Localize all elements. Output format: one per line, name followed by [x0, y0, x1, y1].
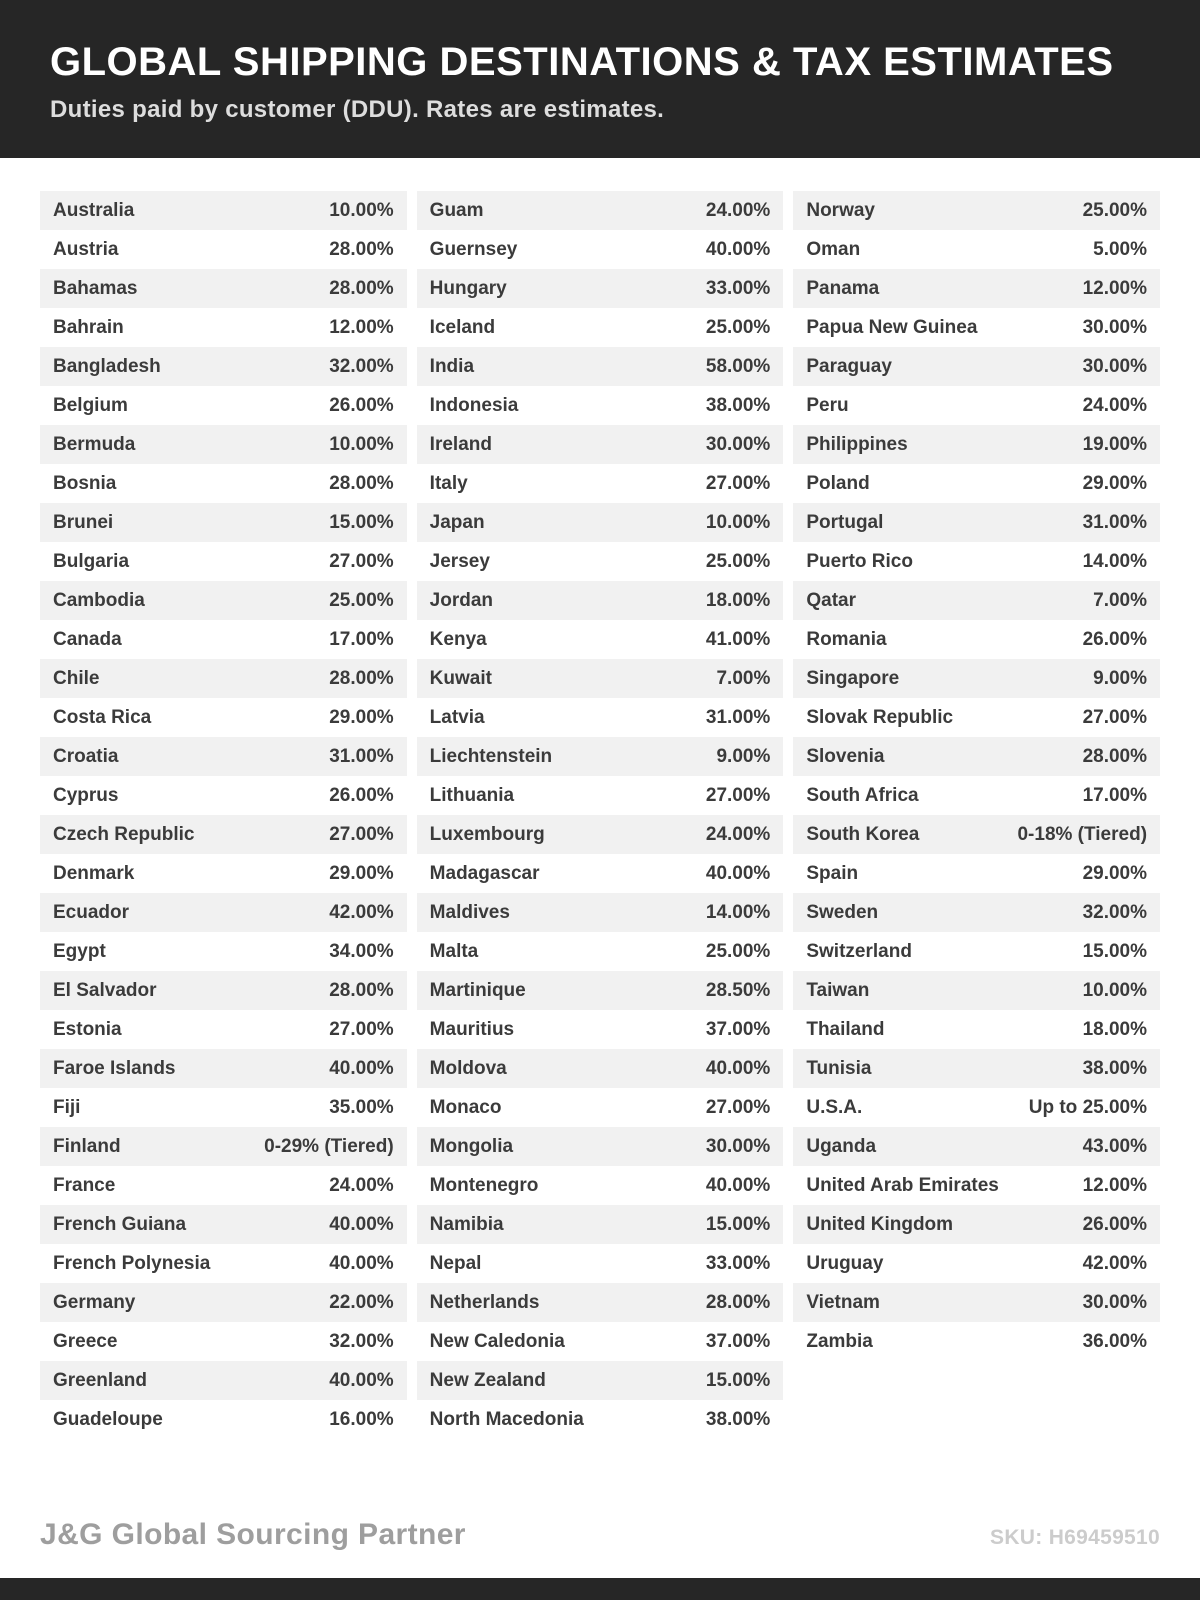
table-row: [417, 308, 784, 347]
tax-rate: 40.00%: [329, 1213, 394, 1235]
tax-rate: 0-18% (Tiered): [1017, 823, 1148, 845]
tax-rate: 38.00%: [705, 1408, 771, 1430]
table-row: [40, 230, 407, 269]
table-row: [793, 1010, 1160, 1049]
country-name: Kenya: [429, 628, 487, 650]
country-name: Namibia: [429, 1213, 504, 1235]
table-row: [417, 230, 784, 269]
tax-rate: 17.00%: [329, 628, 394, 650]
country-name: Austria: [53, 238, 119, 260]
country-name: Nepal: [429, 1252, 482, 1274]
table-row: [40, 191, 407, 230]
country-name: South Africa: [806, 784, 919, 806]
country-name: Canada: [53, 628, 122, 650]
country-name: France: [53, 1174, 116, 1196]
country-name: Japan: [429, 511, 485, 533]
country-name: Martinique: [429, 979, 526, 1001]
country-name: Slovak Republic: [806, 706, 954, 728]
table-row: [793, 1049, 1160, 1088]
table-row: [417, 854, 784, 893]
tax-rate: 29.00%: [329, 862, 394, 884]
country-name: Mongolia: [429, 1135, 514, 1157]
tax-rate: 27.00%: [329, 1018, 394, 1040]
table-row: [417, 893, 784, 932]
country-name: Sweden: [806, 901, 879, 923]
country-name: Papua New Guinea: [806, 316, 978, 338]
country-name: Denmark: [53, 862, 135, 884]
table-row: [793, 386, 1160, 425]
tax-rate: 41.00%: [705, 628, 771, 650]
country-name: Bosnia: [53, 472, 117, 494]
country-name: Guadeloupe: [53, 1408, 163, 1430]
tax-rate: 0-29% (Tiered): [264, 1135, 394, 1157]
table-row: [417, 1244, 784, 1283]
tax-rate: 14.00%: [705, 901, 771, 923]
table-row: [417, 737, 784, 776]
tax-rate: 33.00%: [705, 277, 771, 299]
tax-rate: 10.00%: [329, 433, 394, 455]
country-name: Liechtenstein: [429, 745, 553, 767]
tax-rate: 15.00%: [705, 1369, 771, 1391]
tax-rate: 29.00%: [1082, 472, 1148, 494]
tax-rate: 30.00%: [705, 433, 771, 455]
table-row: [40, 581, 407, 620]
tax-rate: 40.00%: [705, 238, 771, 260]
tax-rate: 26.00%: [329, 784, 394, 806]
tax-rate: 31.00%: [705, 706, 771, 728]
tax-rate: 24.00%: [705, 199, 771, 221]
table-row: [793, 1322, 1160, 1361]
table-row: [40, 1166, 407, 1205]
table-row: [417, 932, 784, 971]
country-name: Bahamas: [53, 277, 138, 299]
header: [0, 0, 1200, 158]
table-row: [417, 1049, 784, 1088]
country-name: Peru: [806, 394, 849, 416]
country-name: Tunisia: [806, 1057, 872, 1079]
tax-rate: 30.00%: [1082, 316, 1148, 338]
country-name: Bangladesh: [53, 355, 161, 377]
table-row: [417, 971, 784, 1010]
tax-rate: 40.00%: [705, 1057, 771, 1079]
country-name: Guernsey: [429, 238, 518, 260]
tax-rate: 28.00%: [329, 238, 394, 260]
table-row: [417, 503, 784, 542]
footer: [40, 1518, 1160, 1552]
table-row: [417, 464, 784, 503]
tax-rate: 15.00%: [1082, 940, 1148, 962]
table-row: [417, 1010, 784, 1049]
table-row: [40, 1244, 407, 1283]
tax-rate: 18.00%: [705, 589, 771, 611]
table-row: [40, 932, 407, 971]
country-name: Puerto Rico: [806, 550, 913, 572]
tax-rate: 27.00%: [1082, 706, 1148, 728]
tax-rate: 25.00%: [1082, 199, 1148, 221]
table-row: [40, 1322, 407, 1361]
tax-rate: 28.00%: [329, 667, 394, 689]
country-name: Monaco: [429, 1096, 502, 1118]
tax-rate: 58.00%: [705, 355, 771, 377]
tax-rate: 33.00%: [705, 1252, 771, 1274]
country-name: United Kingdom: [806, 1213, 954, 1235]
country-name: Germany: [53, 1291, 136, 1313]
tax-rate: 38.00%: [1082, 1057, 1148, 1079]
table-row: [793, 542, 1160, 581]
country-name: Portugal: [806, 511, 884, 533]
country-name: United Arab Emirates: [806, 1174, 999, 1196]
tax-rate: 12.00%: [329, 316, 394, 338]
country-name: Costa Rica: [53, 706, 152, 728]
table-row: [417, 1283, 784, 1322]
table-row: [793, 893, 1160, 932]
tax-rate: 31.00%: [329, 745, 394, 767]
table-row: [417, 815, 784, 854]
table-row: [417, 776, 784, 815]
tax-rate: 18.00%: [1082, 1018, 1148, 1040]
tax-rate: 30.00%: [1082, 355, 1148, 377]
country-name: Thailand: [806, 1018, 885, 1040]
country-name: Italy: [429, 472, 468, 494]
country-name: Uganda: [806, 1135, 877, 1157]
country-name: Iceland: [429, 316, 496, 338]
page-title: GLOBAL SHIPPING DESTINATIONS & TAX ESTIMATES: [50, 40, 1114, 84]
country-name: Finland: [53, 1135, 121, 1157]
country-name: Malta: [429, 940, 479, 962]
table-row: [40, 425, 407, 464]
tax-rate: 9.00%: [1093, 667, 1148, 689]
tax-rate: 10.00%: [329, 199, 394, 221]
table-row: [417, 425, 784, 464]
country-name: Egypt: [53, 940, 106, 962]
table-row: [40, 620, 407, 659]
table-row: [40, 737, 407, 776]
country-name: Fiji: [53, 1096, 81, 1118]
tax-rate: 42.00%: [1082, 1252, 1148, 1274]
table-row: [417, 659, 784, 698]
table-row: [793, 1088, 1160, 1127]
country-name: El Salvador: [53, 979, 157, 1001]
table-row: [793, 581, 1160, 620]
table-row: [793, 1166, 1160, 1205]
tax-rate: 27.00%: [705, 472, 771, 494]
country-name: Kuwait: [429, 667, 492, 689]
country-name: Ecuador: [53, 901, 130, 923]
tax-rate: 27.00%: [329, 823, 394, 845]
country-name: Croatia: [53, 745, 119, 767]
rates-column-3: [793, 191, 1160, 1361]
tax-rate: 24.00%: [705, 823, 771, 845]
table-row: [793, 191, 1160, 230]
table-row: [793, 269, 1160, 308]
tax-rate: 5.00%: [1093, 238, 1148, 260]
country-name: Zambia: [806, 1330, 873, 1352]
country-name: Moldova: [429, 1057, 507, 1079]
tax-rate: 28.00%: [329, 277, 394, 299]
country-name: Guam: [429, 199, 484, 221]
table-row: [793, 230, 1160, 269]
country-name: Faroe Islands: [53, 1057, 176, 1079]
rates-table: [0, 191, 1200, 1439]
table-row: [793, 503, 1160, 542]
table-row: [417, 191, 784, 230]
table-row: [40, 542, 407, 581]
tax-rate: 30.00%: [1082, 1291, 1148, 1313]
table-row: [793, 737, 1160, 776]
country-name: Latvia: [429, 706, 485, 728]
country-name: Bulgaria: [53, 550, 130, 572]
country-name: Poland: [806, 472, 870, 494]
tax-rate: 7.00%: [716, 667, 771, 689]
tax-rate: 10.00%: [1082, 979, 1148, 1001]
country-name: Jersey: [429, 550, 490, 572]
table-row: [40, 1205, 407, 1244]
table-row: [793, 854, 1160, 893]
table-row: [40, 1010, 407, 1049]
tax-rate: 37.00%: [705, 1330, 771, 1352]
tax-rate: 28.00%: [1082, 745, 1148, 767]
tax-rate: 14.00%: [1082, 550, 1148, 572]
table-row: [417, 347, 784, 386]
country-name: South Korea: [806, 823, 920, 845]
country-name: Netherlands: [429, 1291, 540, 1313]
tax-rate: 28.50%: [705, 979, 771, 1001]
country-name: Chile: [53, 667, 100, 689]
table-row: [417, 698, 784, 737]
table-row: [793, 308, 1160, 347]
country-name: Oman: [806, 238, 861, 260]
tax-rate: 12.00%: [1082, 1174, 1148, 1196]
table-row: [417, 1205, 784, 1244]
table-row: [40, 1127, 407, 1166]
country-name: New Caledonia: [429, 1330, 565, 1352]
country-name: U.S.A.: [806, 1096, 863, 1118]
tax-rate: 22.00%: [329, 1291, 394, 1313]
tax-rate: 27.00%: [705, 784, 771, 806]
tax-rate: 24.00%: [1082, 394, 1148, 416]
table-row: [40, 386, 407, 425]
country-name: Estonia: [53, 1018, 122, 1040]
table-row: [417, 542, 784, 581]
table-row: [793, 347, 1160, 386]
country-name: North Macedonia: [429, 1408, 584, 1430]
table-row: [40, 1283, 407, 1322]
rates-column-1: [40, 191, 407, 1439]
tax-rate: 12.00%: [1082, 277, 1148, 299]
country-name: Ireland: [429, 433, 492, 455]
tax-rate: 32.00%: [1082, 901, 1148, 923]
tax-rate: 27.00%: [329, 550, 394, 572]
table-row: [40, 815, 407, 854]
tax-rate: 28.00%: [329, 472, 394, 494]
country-name: Vietnam: [806, 1291, 880, 1313]
table-row: [40, 1361, 407, 1400]
page-subtitle: Duties paid by customer (DDU). Rates are estimates.: [50, 96, 665, 123]
country-name: Bermuda: [53, 433, 136, 455]
tax-rate: 29.00%: [329, 706, 394, 728]
tax-rate: 7.00%: [1093, 589, 1148, 611]
table-row: [40, 893, 407, 932]
table-row: [793, 464, 1160, 503]
table-row: [793, 1283, 1160, 1322]
table-row: [417, 269, 784, 308]
country-name: Norway: [806, 199, 875, 221]
table-row: [417, 1166, 784, 1205]
tax-rate: 40.00%: [705, 1174, 771, 1196]
tax-rate: 43.00%: [1082, 1135, 1148, 1157]
table-row: [40, 1400, 407, 1439]
table-row: [793, 1127, 1160, 1166]
table-row: [793, 971, 1160, 1010]
tax-rate: 40.00%: [705, 862, 771, 884]
table-row: [793, 1244, 1160, 1283]
table-row: [793, 1205, 1160, 1244]
tax-rate: 9.00%: [716, 745, 771, 767]
table-row: [417, 581, 784, 620]
tax-rate: 19.00%: [1082, 433, 1148, 455]
tax-rate: 42.00%: [329, 901, 394, 923]
tax-rate: 25.00%: [329, 589, 394, 611]
table-row: [793, 698, 1160, 737]
table-row: [793, 425, 1160, 464]
table-row: [417, 1361, 784, 1400]
country-name: Greece: [53, 1330, 118, 1352]
country-name: Spain: [806, 862, 859, 884]
country-name: New Zealand: [429, 1369, 546, 1391]
table-row: [40, 659, 407, 698]
table-row: [40, 464, 407, 503]
table-row: [40, 971, 407, 1010]
table-row: [40, 698, 407, 737]
tax-rate: 16.00%: [329, 1408, 394, 1430]
tax-rate: 26.00%: [1082, 628, 1148, 650]
sku-label: SKU: H69459510: [990, 1526, 1160, 1549]
tax-rate: 31.00%: [1082, 511, 1148, 533]
table-row: [793, 815, 1160, 854]
tax-rate: 29.00%: [1082, 862, 1148, 884]
country-name: Madagascar: [429, 862, 540, 884]
table-row: [793, 932, 1160, 971]
country-name: Philippines: [806, 433, 908, 455]
tax-rate: 40.00%: [329, 1252, 394, 1274]
tax-rate: 25.00%: [705, 550, 771, 572]
country-name: Greenland: [53, 1369, 147, 1391]
country-name: French Guiana: [53, 1213, 187, 1235]
country-name: Singapore: [806, 667, 900, 689]
country-name: Lithuania: [429, 784, 515, 806]
table-row: [417, 1400, 784, 1439]
footer-bar: [0, 1578, 1200, 1600]
table-row: [40, 308, 407, 347]
tax-rate: 10.00%: [705, 511, 771, 533]
tax-rate: 38.00%: [705, 394, 771, 416]
country-name: Indonesia: [429, 394, 519, 416]
country-name: Slovenia: [806, 745, 885, 767]
table-row: [40, 1049, 407, 1088]
tax-rate: 32.00%: [329, 355, 394, 377]
country-name: Cyprus: [53, 784, 119, 806]
tax-rate: 26.00%: [1082, 1213, 1148, 1235]
country-name: Belgium: [53, 394, 128, 416]
table-row: [793, 776, 1160, 815]
country-name: French Polynesia: [53, 1252, 211, 1274]
table-row: [417, 1127, 784, 1166]
country-name: Romania: [806, 628, 887, 650]
brand-name: J&G Global Sourcing Partner: [40, 1518, 466, 1551]
table-row: [40, 269, 407, 308]
country-name: Maldives: [429, 901, 510, 923]
tax-rate: 26.00%: [329, 394, 394, 416]
tax-rate: 36.00%: [1082, 1330, 1148, 1352]
tax-rate: 17.00%: [1082, 784, 1148, 806]
country-name: Qatar: [806, 589, 856, 611]
country-name: Brunei: [53, 511, 114, 533]
country-name: Australia: [53, 199, 135, 221]
table-row: [793, 620, 1160, 659]
table-row: [417, 620, 784, 659]
table-row: [40, 503, 407, 542]
tax-rate: 15.00%: [705, 1213, 771, 1235]
tax-rate: 25.00%: [705, 316, 771, 338]
table-row: [417, 386, 784, 425]
tax-rate: 37.00%: [705, 1018, 771, 1040]
table-row: [417, 1088, 784, 1127]
country-name: Taiwan: [806, 979, 870, 1001]
tax-rate: 27.00%: [705, 1096, 771, 1118]
country-name: Switzerland: [806, 940, 912, 962]
tax-rate: 35.00%: [329, 1096, 394, 1118]
table-row: [793, 659, 1160, 698]
country-name: Czech Republic: [53, 823, 195, 845]
tax-rate: 34.00%: [329, 940, 394, 962]
table-row: [40, 854, 407, 893]
country-name: India: [429, 355, 475, 377]
country-name: Montenegro: [429, 1174, 539, 1196]
table-row: [40, 776, 407, 815]
tax-rate: 40.00%: [329, 1369, 394, 1391]
country-name: Cambodia: [53, 589, 145, 611]
country-name: Paraguay: [806, 355, 892, 377]
country-name: Luxembourg: [429, 823, 545, 845]
tax-rate: 40.00%: [329, 1057, 394, 1079]
country-name: Bahrain: [53, 316, 124, 338]
rates-column-2: [417, 191, 784, 1439]
table-row: [40, 347, 407, 386]
tax-rate: 15.00%: [329, 511, 394, 533]
table-row: [417, 1322, 784, 1361]
tax-rate: 24.00%: [329, 1174, 394, 1196]
country-name: Panama: [806, 277, 880, 299]
tax-rate: 25.00%: [705, 940, 771, 962]
table-row: [40, 1088, 407, 1127]
country-name: Hungary: [429, 277, 507, 299]
tax-rate: 32.00%: [329, 1330, 394, 1352]
country-name: Uruguay: [806, 1252, 884, 1274]
tax-rate: Up to 25.00%: [1028, 1096, 1148, 1118]
country-name: Mauritius: [429, 1018, 515, 1040]
tax-rate: 28.00%: [705, 1291, 771, 1313]
country-name: Jordan: [429, 589, 494, 611]
tax-rate: 28.00%: [329, 979, 394, 1001]
tax-rate: 30.00%: [705, 1135, 771, 1157]
